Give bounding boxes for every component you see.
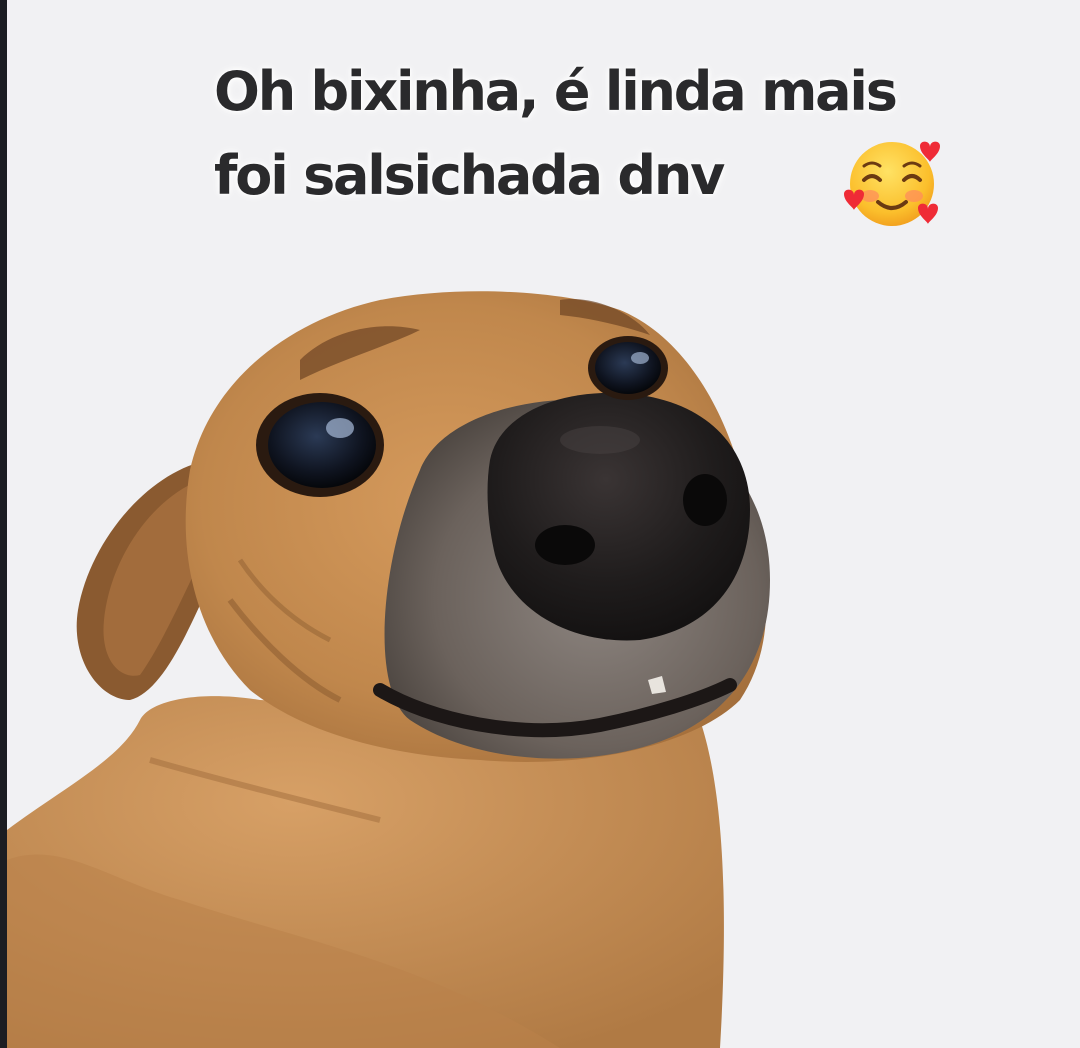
caption-line-2: foi salsichada dnv [214,144,724,207]
smiling-face-with-hearts-icon [842,136,946,232]
caption-line-1: Oh bixinha, é linda mais [214,60,896,123]
